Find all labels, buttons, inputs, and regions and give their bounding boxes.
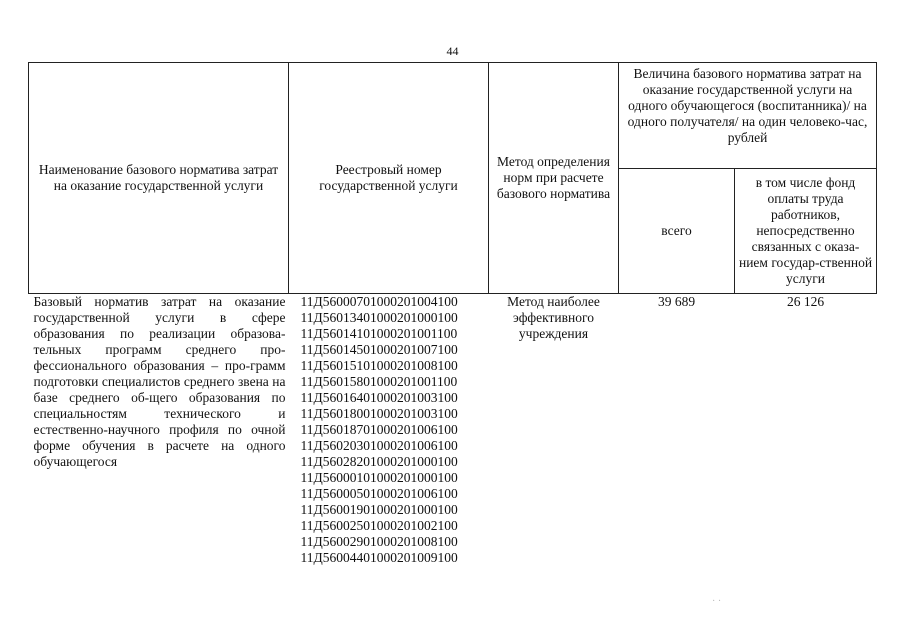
registry-code: 11Д56020301000201006100 xyxy=(300,438,458,453)
payroll-value: 26 126 xyxy=(786,294,825,309)
header-name: Наименование базового норматива затрат на оказание государственной услуги xyxy=(29,63,289,294)
header-norm-value: Величина базового норматива затрат на оказание государственной услуги на одного обучающегося (воспитанника)/ на одного получателя/ на один человеко-час, рублей xyxy=(619,63,877,169)
registry-code: 11Д56014101000201001100 xyxy=(300,326,458,341)
header-total: всего xyxy=(619,169,735,294)
registry-code: 11Д56002501000201002100 xyxy=(300,518,458,533)
registry-code: 11Д56001901000201000100 xyxy=(300,502,458,517)
registry-code: 11Д56013401000201000100 xyxy=(300,310,458,325)
scan-artifact: · · xyxy=(712,596,722,607)
registry-code: 11Д56015101000201008100 xyxy=(300,358,458,373)
registry-code: 11Д56004401000201009100 xyxy=(300,550,458,565)
registry-code: 11Д56000501000201006100 xyxy=(300,486,458,501)
header-registry-number: Реестровый номер государственной услуги xyxy=(289,63,489,294)
registry-code: 11Д56015801000201001100 xyxy=(300,374,458,389)
total-value: 39 689 xyxy=(657,294,696,309)
registry-code: 11Д56016401000201003100 xyxy=(300,390,458,405)
header-payroll: в том числе фонд оплаты труда работников, непосредственно связанных с оказа-нием государ-ственной услуги xyxy=(735,169,877,294)
registry-code: 11Д56018001000201003100 xyxy=(300,406,458,421)
registry-code: 11Д56000101000201000100 xyxy=(300,470,458,485)
norms-table xyxy=(28,62,877,566)
header-row-top xyxy=(29,63,877,169)
page-number: 44 xyxy=(446,44,459,58)
norm-description: Базовый норматив затрат на оказание государственной услуги в сфере образования по реализации образова-тельных программ среднего про-фессионального образования – про-грамм подготовки специалистов среднего звена на базе среднего об-щего образования по специальностям технического и естественно-научного профиля по очной форме обучения в расчете на одного обучающегося xyxy=(33,294,286,469)
registry-code: 11Д56014501000201007100 xyxy=(300,342,458,357)
registry-codes-cell xyxy=(289,294,489,567)
registry-code: 11Д56002901000201008100 xyxy=(300,534,458,549)
norms-table-container xyxy=(28,62,876,566)
registry-code: 11Д56018701000201006100 xyxy=(300,422,458,437)
header-method: Метод определения норм при расчете базового норматива xyxy=(489,63,619,294)
table-row xyxy=(29,294,877,567)
method-cell: Метод наиболее эффективного учреждения xyxy=(507,294,600,341)
registry-code: 11Д56028201000201000100 xyxy=(300,454,458,469)
registry-code: 11Д56000701000201004100 xyxy=(300,294,458,309)
